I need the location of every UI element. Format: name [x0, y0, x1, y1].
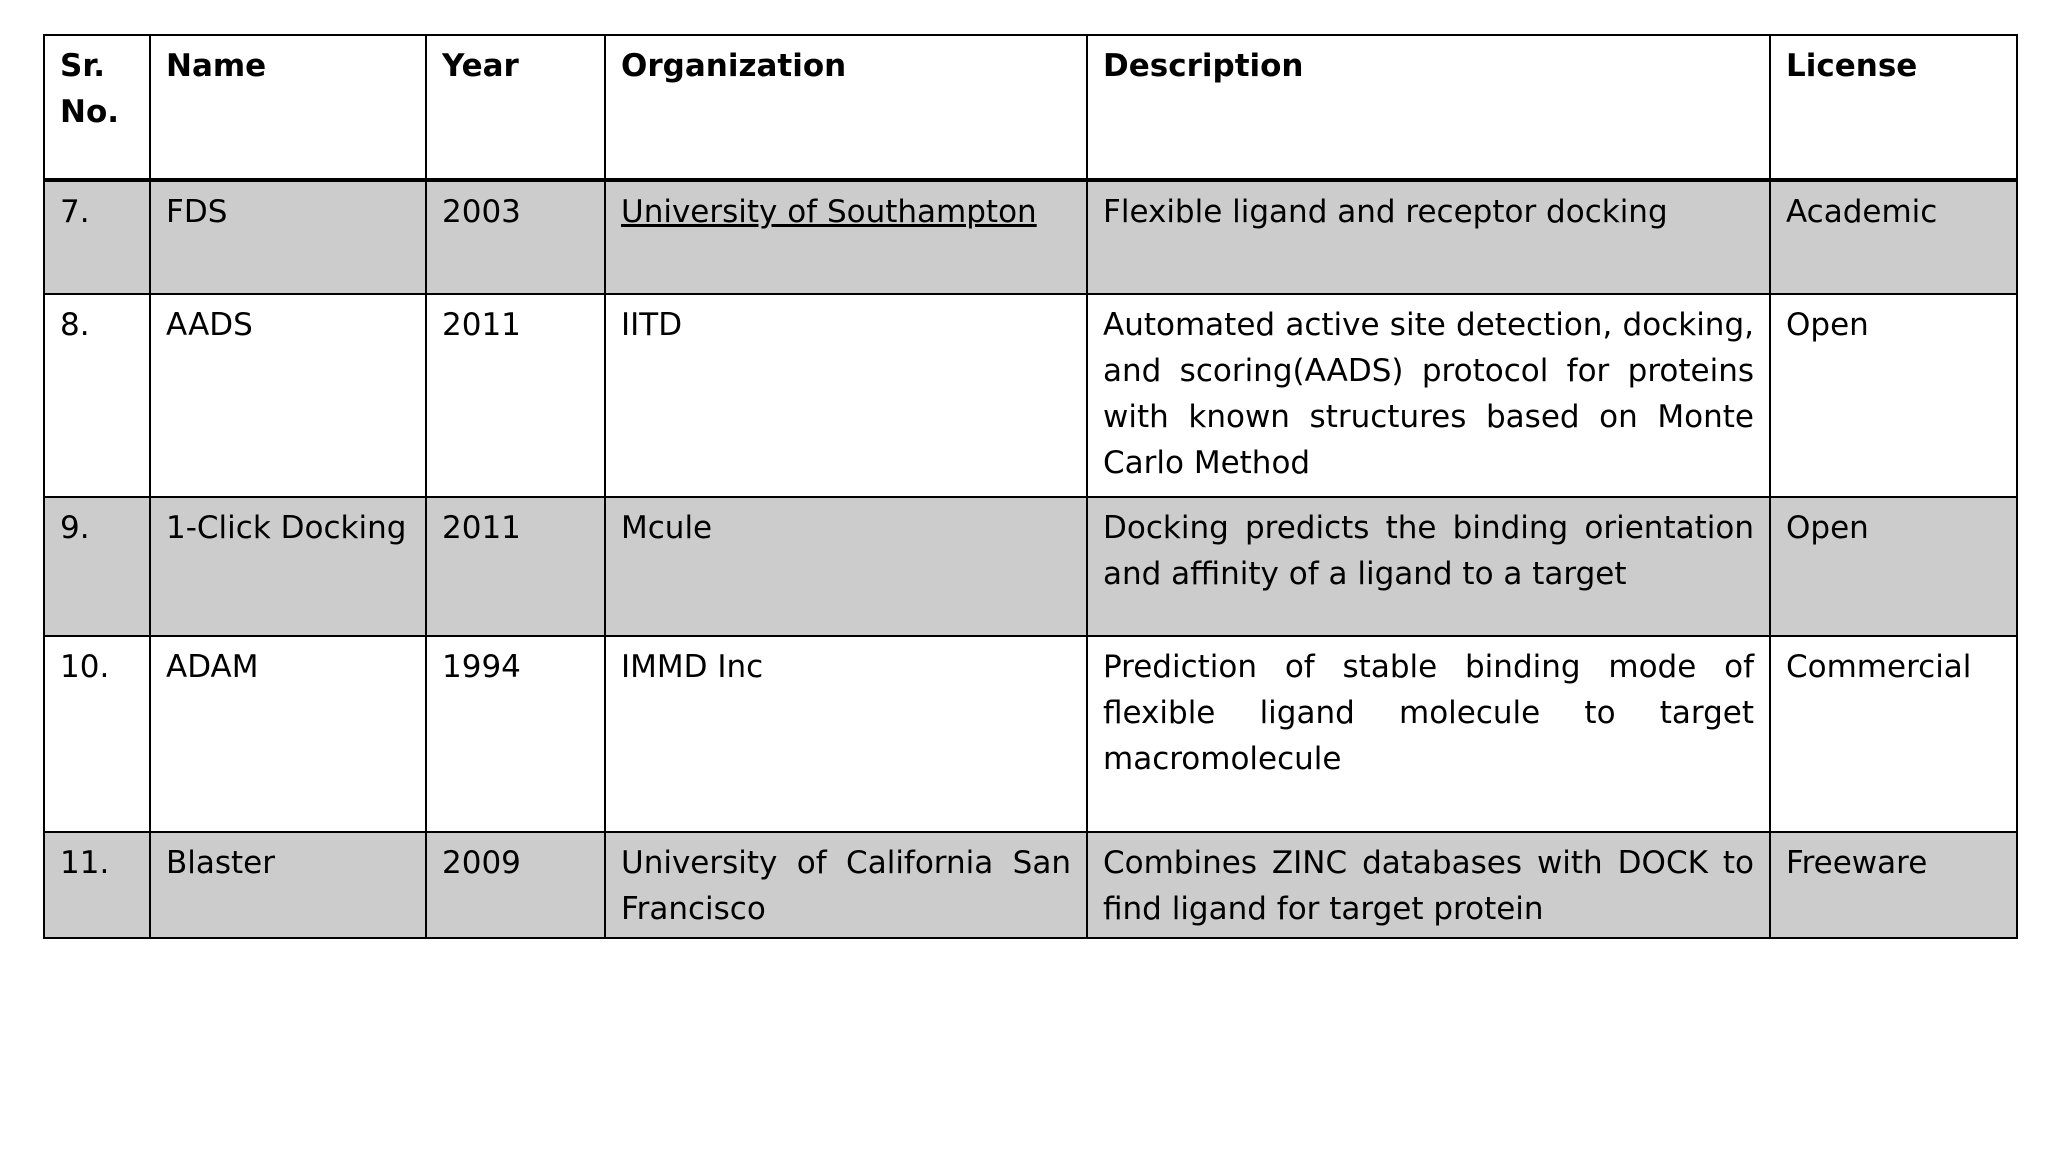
cell-srno: 8.	[44, 294, 150, 497]
table-row	[44, 832, 2017, 938]
cell-name: 1-Click Docking	[150, 497, 426, 636]
docking-software-table	[43, 34, 2018, 939]
header-name: Name	[150, 35, 426, 180]
table-row	[44, 294, 2017, 497]
header-year: Year	[426, 35, 605, 180]
cell-name: ADAM	[150, 636, 426, 832]
cell-license: Open	[1770, 497, 2017, 636]
cell-organization: Mcule	[605, 497, 1087, 636]
header-srno: Sr. No.	[44, 35, 150, 180]
header-description: Description	[1087, 35, 1770, 180]
cell-organization	[605, 180, 1087, 294]
table-row	[44, 180, 2017, 294]
table-row	[44, 497, 2017, 636]
cell-year: 2003	[426, 180, 605, 294]
cell-description: Automated active site detection, docking, and scoring(AADS) protocol for proteins with known structures based on Monte Carlo Method	[1087, 294, 1770, 497]
cell-description: Combines ZINC databases with DOCK to find ligand for target protein	[1087, 832, 1770, 938]
cell-srno: 7.	[44, 180, 150, 294]
cell-description: Prediction of stable binding mode of flexible ligand molecule to target macromolecule	[1087, 636, 1770, 832]
cell-organization: IMMD Inc	[605, 636, 1087, 832]
cell-year: 1994	[426, 636, 605, 832]
cell-organization: University of California San Francisco	[605, 832, 1087, 938]
header-organization: Organization	[605, 35, 1087, 180]
cell-license: Commercial	[1770, 636, 2017, 832]
cell-srno: 11.	[44, 832, 150, 938]
organization-link[interactable]: University of Southampton	[621, 194, 1037, 230]
header-license: License	[1770, 35, 2017, 180]
cell-license: Open	[1770, 294, 2017, 497]
cell-name: AADS	[150, 294, 426, 497]
cell-year: 2011	[426, 497, 605, 636]
table-header-row	[44, 35, 2017, 180]
cell-organization: IITD	[605, 294, 1087, 497]
cell-description: Flexible ligand and receptor docking	[1087, 180, 1770, 294]
cell-license: Freeware	[1770, 832, 2017, 938]
cell-license: Academic	[1770, 180, 2017, 294]
cell-srno: 10.	[44, 636, 150, 832]
cell-description: Docking predicts the binding orientation and affinity of a ligand to a target	[1087, 497, 1770, 636]
cell-srno: 9.	[44, 497, 150, 636]
cell-name: FDS	[150, 180, 426, 294]
cell-name: Blaster	[150, 832, 426, 938]
table-row	[44, 636, 2017, 832]
cell-year: 2009	[426, 832, 605, 938]
cell-year: 2011	[426, 294, 605, 497]
